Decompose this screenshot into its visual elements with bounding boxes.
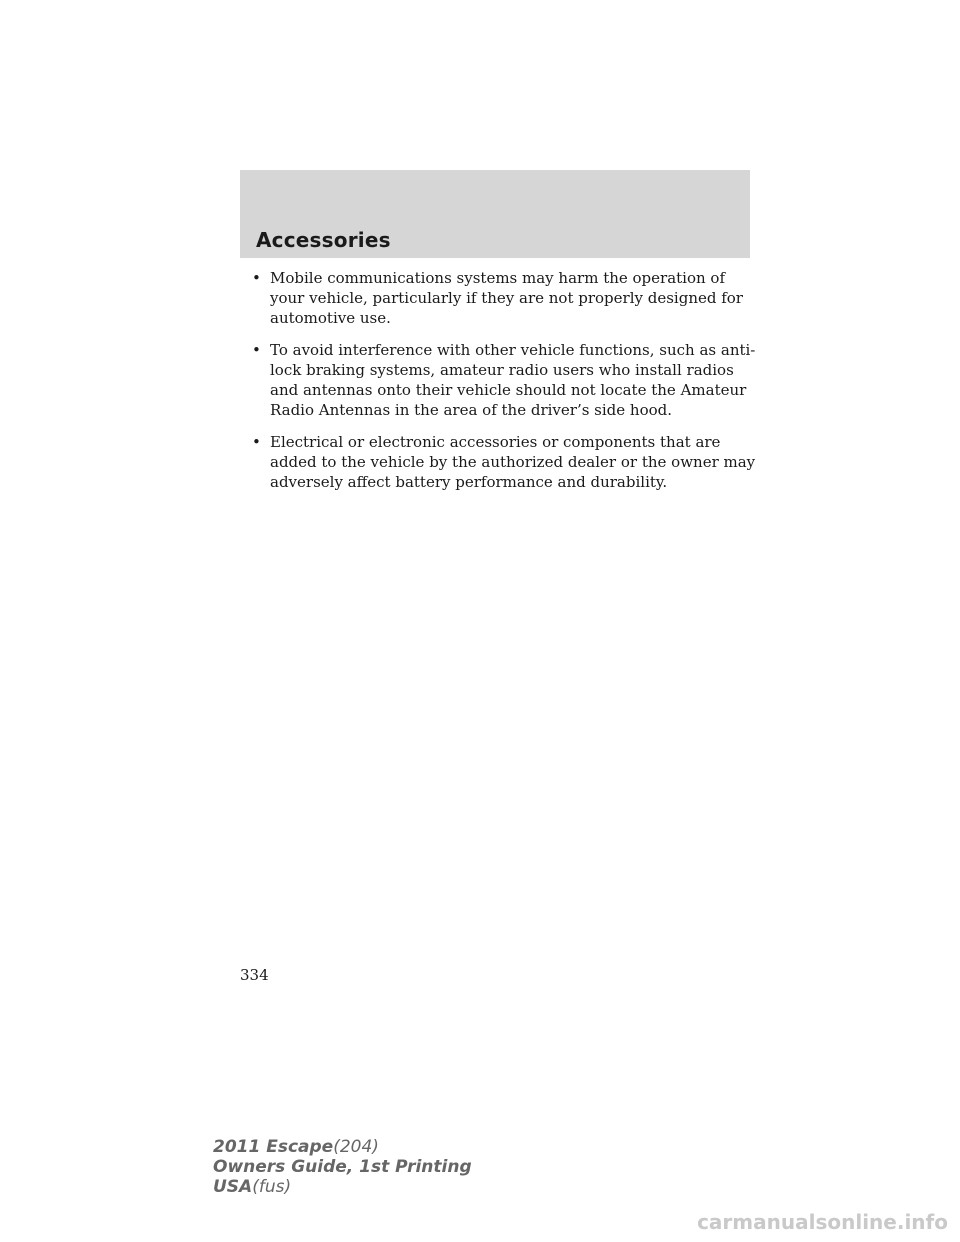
watermark: carmanualsonline.info (697, 1210, 948, 1234)
page-number: 334 (240, 966, 269, 984)
bullet-icon: • (252, 269, 261, 287)
bullet-item (252, 340, 757, 420)
footer-market-line (213, 1177, 472, 1197)
bullet-item (252, 432, 757, 492)
footer-guide-line (213, 1157, 472, 1177)
section-title: Accessories (256, 228, 391, 252)
footer-model-code: (204) (333, 1137, 379, 1157)
bullet-text: To avoid interference with other vehicle functions, such as anti-lock braking systems, amateur radio users who install radios and antennas onto their vehicle should not locate the Amateur Radio Antennas in the area of the driver’s side hood. (270, 341, 756, 419)
bullet-item (252, 268, 757, 328)
footer-market-code: (fus) (252, 1177, 292, 1197)
bullet-list (252, 268, 757, 504)
bullet-icon: • (252, 433, 261, 451)
bullet-text: Mobile communications systems may harm the operation of your vehicle, particularly if they are not properly designed for automotive use. (270, 269, 743, 327)
footer-model: 2011 Escape (213, 1137, 334, 1157)
bullet-text: Electrical or electronic accessories or components that are added to the vehicle by the authorized dealer or the owner may adversely affect battery performance and durability. (270, 433, 756, 491)
footer-guide: Owners Guide, 1st Printing (213, 1157, 472, 1177)
footer-market: USA (213, 1177, 253, 1197)
document-footer (213, 1137, 472, 1197)
section-header-band (240, 170, 750, 258)
bullet-icon: • (252, 341, 261, 359)
footer-model-line (213, 1137, 472, 1157)
